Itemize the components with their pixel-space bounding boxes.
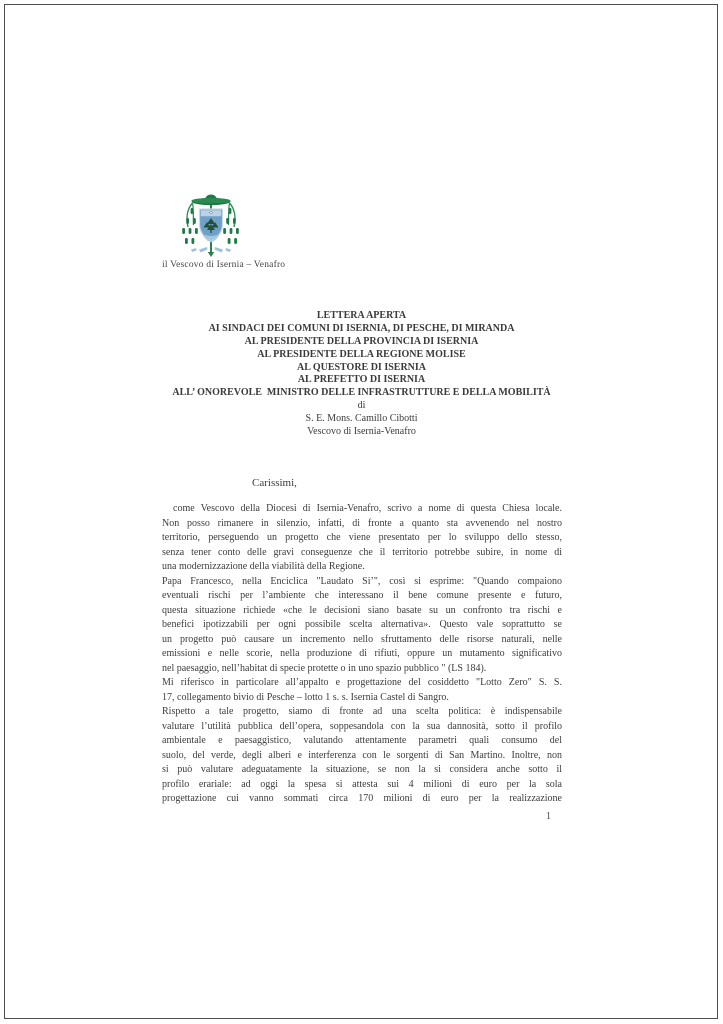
author-block — [60, 400, 663, 439]
body-line: Non posso rimanere in silenzio, infatti, di fronte a quanto sta avvenendo nel nostro — [162, 517, 562, 529]
body-line: territorio, perseguendo un progetto che viene presentato per lo sviluppo dello stesso, — [162, 532, 562, 543]
body-line: nel paesaggio, nell’habitat di specie protette o in uno spazio pubblico " (LS 184). — [162, 662, 487, 674]
episcopal-coat-of-arms — [181, 191, 241, 259]
body-line: Rispetto a tale progetto, siamo di fronte ad una scelta politica: è indispensabile — [162, 706, 562, 717]
coat-of-arms-icon — [181, 191, 241, 259]
recipient-line: AL PRESIDENTE DELLA PROVINCIA DI ISERNIA — [244, 335, 479, 347]
body-line: ambientale e paesaggistico, valutando attentamente parametri quali consumo del — [162, 735, 562, 746]
recipient-line: AL PREFETTO DI ISERNIA — [297, 374, 426, 386]
body-line: si può valutare adeguatamente la situazione, se non la si considera anche sotto il — [162, 764, 562, 775]
recipient-line: ALL’ ONOREVOLE MINISTRO DELLE INFRASTRUTTURE E DELLA MOBILITÀ — [172, 387, 551, 399]
recipient-line: AL QUESTORE DI ISERNIA — [296, 361, 427, 373]
recipient-line: AI SINDACI DEI COMUNI DI ISERNIA, DI PESCHE, DI MIRANDA — [208, 322, 515, 334]
letter-body — [162, 502, 562, 807]
page-number: 1 — [546, 811, 551, 822]
body-line: Papa Francesco, nella Enciclica "Laudato Si’", così si esprime: "Quando compaiono — [162, 575, 562, 587]
body-line: un progetto può causare un incremento nello sfruttamento delle risorse naturali, nelle — [162, 633, 562, 645]
author-line: S. E. Mons. Camillo Cibotti — [305, 413, 418, 425]
recipients-block — [60, 310, 663, 400]
body-line: valutare l’utilità pubblica dell’opera, soppesandola con la sua dannosità, sotto il profilo — [162, 720, 562, 732]
body-line: profilo erariale: ad oggi la spesa si attesta sui 4 milioni di euro per la sola — [162, 778, 562, 790]
body-line: eventuali rischi per l’ambiente che interessano il bene comune presente e futuro, — [162, 590, 562, 601]
body-line: benefici ipotizzabili per ogni possibile scelta alternativa». Questo vale soprattutto se — [162, 619, 562, 630]
body-line: Mi riferisco in particolare all’appalto e progettazione del cosiddetto "Lotto Zero" S. S. — [162, 677, 562, 688]
body-line: emissioni e nelle scorie, nella produzione di rifiuti, oppure un mutamento significativo — [162, 648, 562, 659]
salutation: Carissimi, — [252, 477, 297, 489]
recipient-line: LETTERA APERTA — [316, 310, 407, 321]
author-line: di — [357, 400, 366, 412]
crest-caption: il Vescovo di Isernia – Venafro — [162, 260, 286, 270]
body-line: 17, collegamento bivio di Pesche – lotto 1 s. s. Isernia Castel di Sangro. — [162, 691, 449, 703]
body-line: come Vescovo della Diocesi di Isernia-Venafro, scrivo a nome di questa Chiesa locale. — [173, 503, 562, 514]
recipient-line: AL PRESIDENTE DELLA REGIONE MOLISE — [257, 348, 466, 360]
body-line: progettazione cui vanno sommati circa 170 milioni di euro per la realizzazione — [162, 793, 562, 804]
letter-head — [60, 310, 663, 439]
body-line: questa situazione richiede «che le decisioni siano basate su un confronto tra rischi e — [162, 604, 562, 616]
body-line: una modernizzazione della viabilità della Regione. — [162, 561, 365, 572]
author-line: Vescovo di Isernia-Venafro — [307, 426, 416, 438]
body-line: suolo, del verde, degli alberi e interferenza con le sorgenti di San Martino. Inoltre, non — [162, 749, 562, 761]
body-line: senza tener conto delle gravi conseguenze che il territorio potrebbe subire, in nome di — [162, 546, 562, 558]
